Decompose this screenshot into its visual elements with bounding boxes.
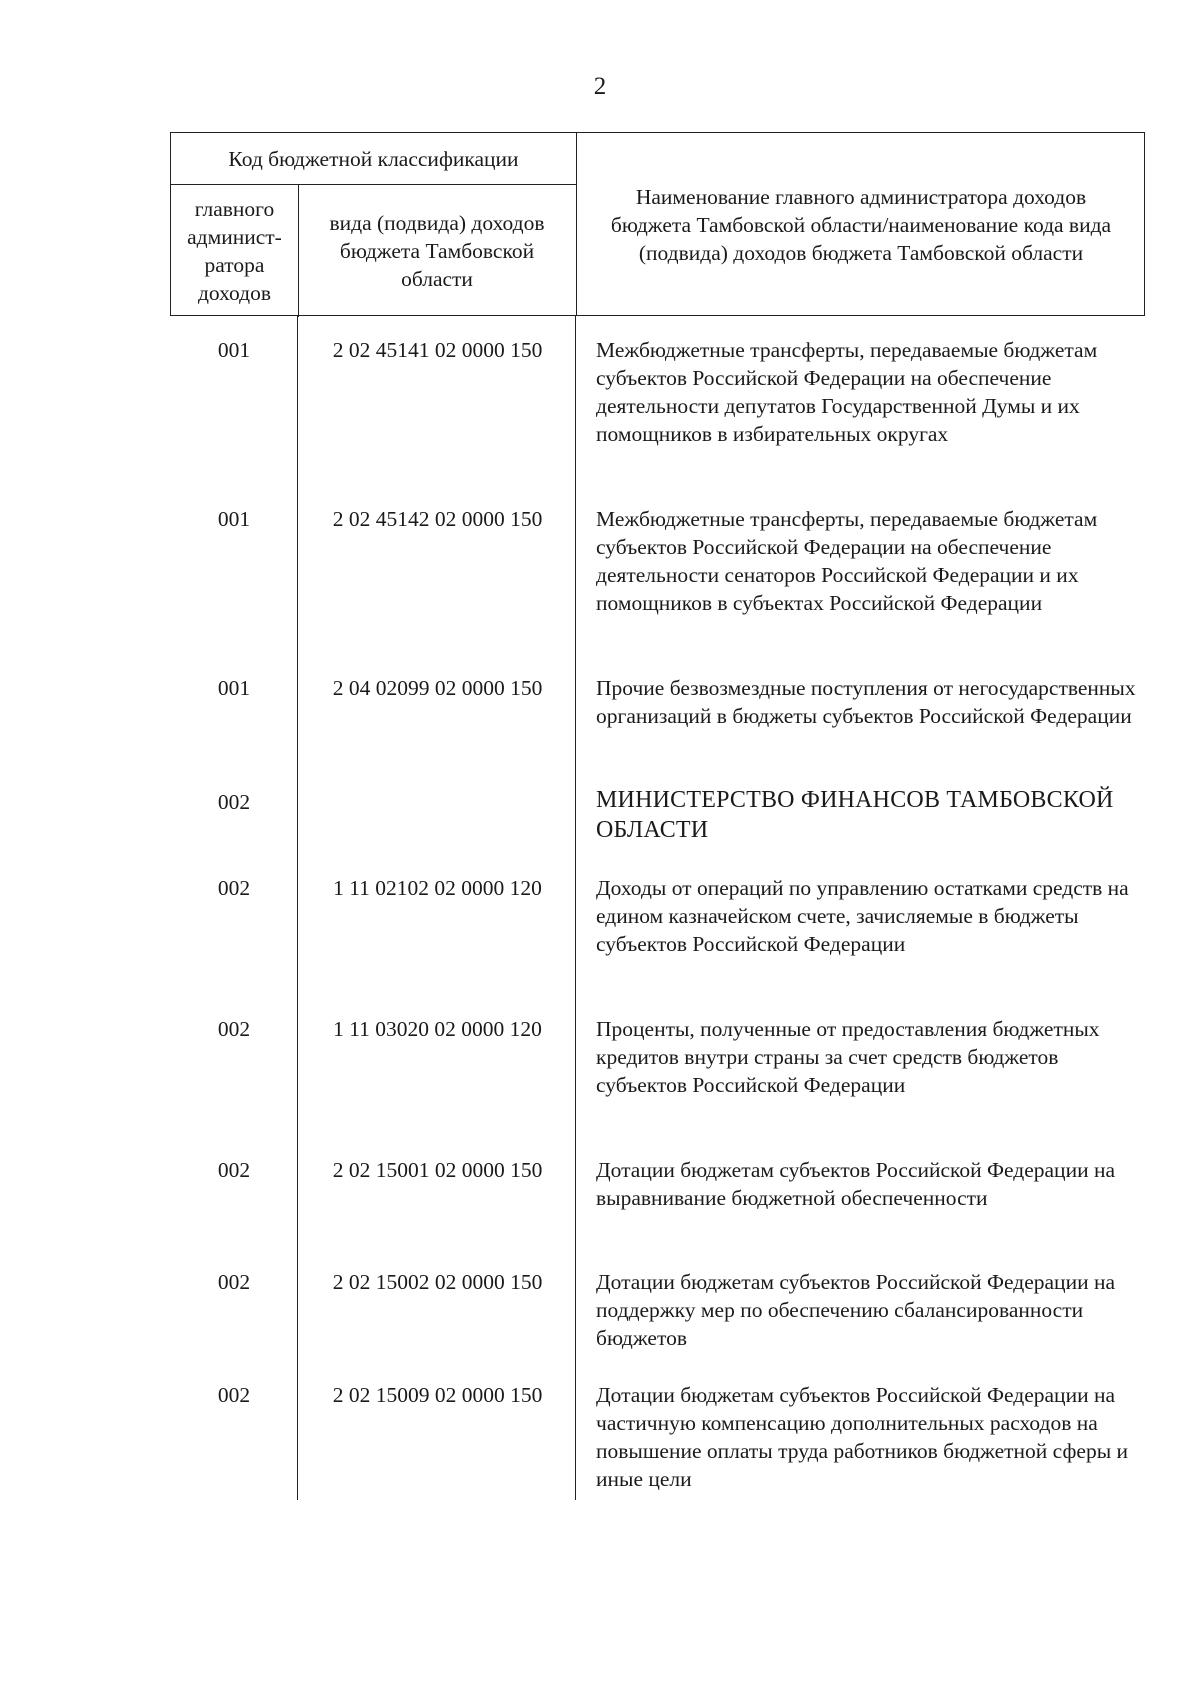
income-name-cell: Межбюджетные трансферты, передаваемые бюджетам субъектов Российской Федерации на обеспечение деятельности депутатов Государственной Думы и их помощников в избирательных округах bbox=[596, 338, 1098, 446]
admin-code-cell: 002 bbox=[217, 790, 251, 814]
income-name-cell: Прочие безвозмездные поступления от негосударственных организаций в бюджеты субъектов Российской Федерации bbox=[596, 676, 1136, 728]
income-name-cell: Дотации бюджетам субъектов Российской Федерации на поддержку мер по обеспечению сбалансированности бюджетов bbox=[596, 1270, 1116, 1350]
header-col-admin: главного админист-ратора доходов bbox=[187, 196, 282, 305]
income-code-cell: 2 02 45142 02 0000 150 bbox=[332, 507, 543, 531]
admin-code-cell: 002 bbox=[217, 1158, 251, 1182]
header-col-name: Наименование главного администратора доходов бюджета Тамбовской области/наименование кода вида (подвида) доходов бюджета Тамбовской области bbox=[610, 185, 1112, 265]
income-name-cell: Доходы от операций по управлению остатками средств на едином казначейском счете, зачисляемые в бюджеты субъектов Российской Федерации bbox=[596, 876, 1129, 956]
income-name-cell: Проценты, полученные от предоставления бюджетных кредитов внутри страны за счет средств бюджетов субъектов Российской Федерации bbox=[596, 1017, 1100, 1097]
income-code-cell: 2 04 02099 02 0000 150 bbox=[332, 676, 543, 700]
admin-code-cell: 002 bbox=[217, 1017, 251, 1041]
column-divider bbox=[297, 316, 298, 1500]
header-col-code: вида (подвида) доходов бюджета Тамбовской области bbox=[329, 210, 545, 291]
income-code-cell: 2 02 15009 02 0000 150 bbox=[332, 1383, 543, 1407]
income-name-cell: Межбюджетные трансферты, передаваемые бюджетам субъектов Российской Федерации на обеспечение деятельности сенаторов Российской Федерации и их помощников в субъектах Российской Федерации bbox=[596, 507, 1098, 615]
income-code-cell: 2 02 45141 02 0000 150 bbox=[332, 338, 543, 362]
income-name-cell: Дотации бюджетам субъектов Российской Федерации на выравнивание бюджетной обеспеченности bbox=[596, 1158, 1116, 1210]
admin-code-cell: 002 bbox=[217, 876, 251, 900]
admin-code-cell: 001 bbox=[217, 338, 251, 362]
admin-code-cell: 001 bbox=[217, 507, 251, 531]
header-group-title: Код бюджетной классификации bbox=[228, 146, 519, 171]
income-code-cell: 2 02 15002 02 0000 150 bbox=[332, 1270, 543, 1294]
administrator-name-heading: МИНИСТЕРСТВО ФИНАНСОВ ТАМБОВСКОЙ ОБЛАСТИ bbox=[596, 787, 1114, 843]
income-code-cell: 1 11 02102 02 0000 120 bbox=[333, 876, 542, 900]
column-divider bbox=[575, 316, 576, 1500]
income-code-cell: 1 11 03020 02 0000 120 bbox=[333, 1017, 542, 1041]
admin-code-cell: 001 bbox=[217, 676, 251, 700]
admin-code-cell: 002 bbox=[217, 1383, 251, 1407]
income-name-cell: Дотации бюджетам субъектов Российской Федерации на частичную компенсацию дополнительных расходов на повышение оплаты труда работников бюджетной сферы и иные цели bbox=[596, 1383, 1129, 1491]
admin-code-cell: 002 bbox=[217, 1270, 251, 1294]
income-code-cell: 2 02 15001 02 0000 150 bbox=[332, 1158, 543, 1182]
table-header bbox=[170, 132, 1145, 316]
page-number: 2 bbox=[593, 73, 607, 100]
